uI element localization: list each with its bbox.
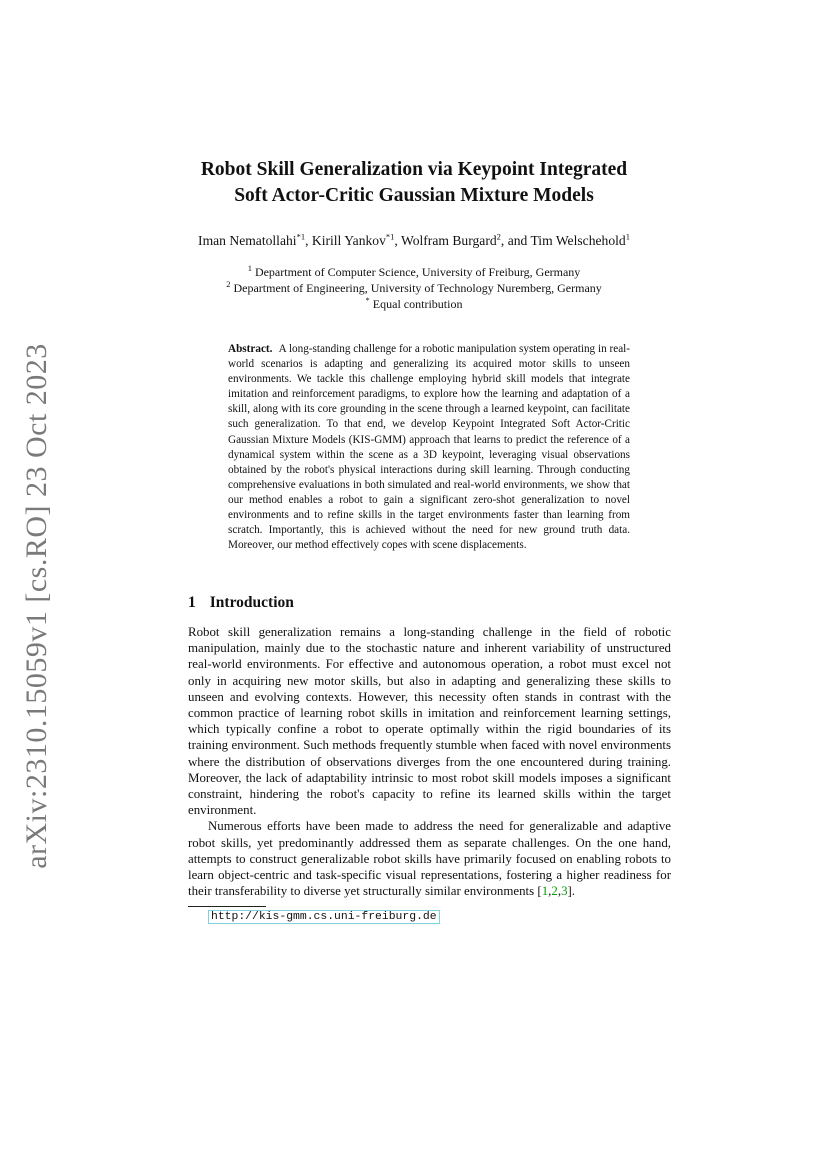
author-separator: , bbox=[394, 233, 401, 248]
author-mark: 1 bbox=[625, 231, 630, 242]
intro-paragraph-2: Numerous efforts have been made to address the need for generalizable and adaptive robot skills, yet predominantly addressed them as separate challenges. On the one hand, attempts to construct generalizable robot skills have primarily focused on enabling robots to learn object-centric and task-specific visual representations, fostering a higher readiness for their transferability to diverse yet structurally similar environments [1,2,3]. bbox=[188, 819, 671, 899]
section-title: Introduction bbox=[209, 594, 294, 611]
title-line-1: Robot Skill Generalization via Keypoint Integrated bbox=[200, 159, 628, 180]
citation-link-3[interactable]: 3 bbox=[561, 884, 568, 899]
affiliation-mark: 2 bbox=[226, 279, 231, 289]
arxiv-identifier: arXiv:2310.15059v1 [cs.RO] 23 Oct 2023 bbox=[20, 343, 54, 869]
author-mark: *1 bbox=[296, 231, 306, 242]
intro-paragraph-1: Robot skill generalization remains a long-standing challenge in the field of robotic manipulation, mainly due to the stochastic nature and inherent variability of unstructured real-world environments. For effective and autonomous operation, a robot must excel not only in acquiring new motor skills, but also in adapting and generalizing these skills to unseen and evolving contexts. However, this necessity often stands in contrast with the common practice of learning robot skills in imitation and reinforcement learning settings, which typically confine a robot to operate optimally within the rigid boundaries of its training environment. Such methods frequently stumble when faced with novel environments where the distribution of observations diverges from the one encountered during training. Moreover, the lack of adaptability intrinsic to most robot skill models imposes a significant constraint, hindering the robot's capacity to refine its learned skills within the target environment. bbox=[188, 625, 671, 818]
section-number: 1 bbox=[188, 594, 196, 611]
author-name: Kirill Yankov bbox=[311, 233, 386, 248]
footnote bbox=[208, 910, 440, 923]
paper-title bbox=[0, 157, 828, 209]
affiliation-line bbox=[0, 264, 828, 280]
affiliation-text: Department of Computer Science, University of Freiburg, Germany bbox=[254, 265, 581, 279]
abstract bbox=[228, 342, 630, 553]
citation-link-1[interactable]: 1 bbox=[541, 884, 549, 899]
affiliations bbox=[0, 264, 828, 312]
abstract-label: Abstract. bbox=[228, 343, 273, 355]
project-url-link[interactable]: http://kis-gmm.cs.uni-freiburg.de bbox=[208, 910, 440, 924]
introduction-body bbox=[188, 624, 671, 899]
author-mark: 2 bbox=[496, 231, 501, 242]
citation-bracket-open: [ bbox=[534, 884, 542, 899]
abstract-text: A long-standing challenge for a robotic manipulation system operating in real-world scenarios is adapting and generalizing its acquired motor skills to unseen environments. We tackle this challenge employing hybrid skill models that integrate imitation and reinforcement paradigms, to explore how the learning and adaptation of a skill, along with its core grounding in the scene through a learned keypoint, can facilitate such generalization. To that end, we develop Keypoint Integrated Soft Actor-Critic Gaussian Mixture Models (KIS-GMM) approach that learns to predict the reference of a dynamical system within the scene as a 3D keypoint, leveraging visual observations obtained by the robot's physical interactions during skill learning. Through conducting comprehensive evaluations in both simulated and real-world environments, we show that our method enables a robot to gain a significant zero-shot generalization to novel environments and to refine skills in the target environments faster than learning from scratch. Importantly, this is achieved without the need for new ground truth data. Moreover, our method effectively copes with scene displacements. bbox=[228, 343, 630, 552]
affiliation-text: Equal contribution bbox=[372, 297, 463, 311]
affiliation-line bbox=[0, 280, 828, 296]
section-heading bbox=[188, 594, 294, 612]
affiliation-line bbox=[0, 296, 828, 312]
author-name: Wolfram Burgard bbox=[400, 233, 497, 248]
author-list bbox=[0, 233, 828, 249]
title-line-2: Soft Actor-Critic Gaussian Mixture Models bbox=[234, 185, 594, 206]
affiliation-mark: 1 bbox=[247, 263, 252, 273]
footnote-rule bbox=[188, 906, 266, 907]
affiliation-mark: * bbox=[365, 295, 370, 305]
author-name: Iman Nematollahi bbox=[198, 233, 297, 248]
citation-bracket-close: ]. bbox=[567, 884, 576, 899]
intro-paragraph-2-text: Numerous efforts have been made to address the need for generalizable and adaptive robot skills, yet predominantly addressed them as separate challenges. On the one hand, attempts to construct generalizable robot skills have primarily focused on enabling robots to learn object-centric and task-specific visual representations, fostering a higher readiness for their transferability to diverse yet structurally similar environments bbox=[188, 819, 671, 899]
affiliation-text: Department of Engineering, University of Technology Nuremberg, Germany bbox=[233, 281, 602, 295]
author-name: Tim Welschehold bbox=[530, 233, 626, 248]
citation-link-2[interactable]: 2 bbox=[551, 884, 558, 899]
arxiv-sidebar bbox=[12, 343, 62, 869]
author-separator: , and bbox=[500, 233, 531, 248]
author-mark: *1 bbox=[385, 231, 395, 242]
author-separator: , bbox=[305, 233, 312, 248]
